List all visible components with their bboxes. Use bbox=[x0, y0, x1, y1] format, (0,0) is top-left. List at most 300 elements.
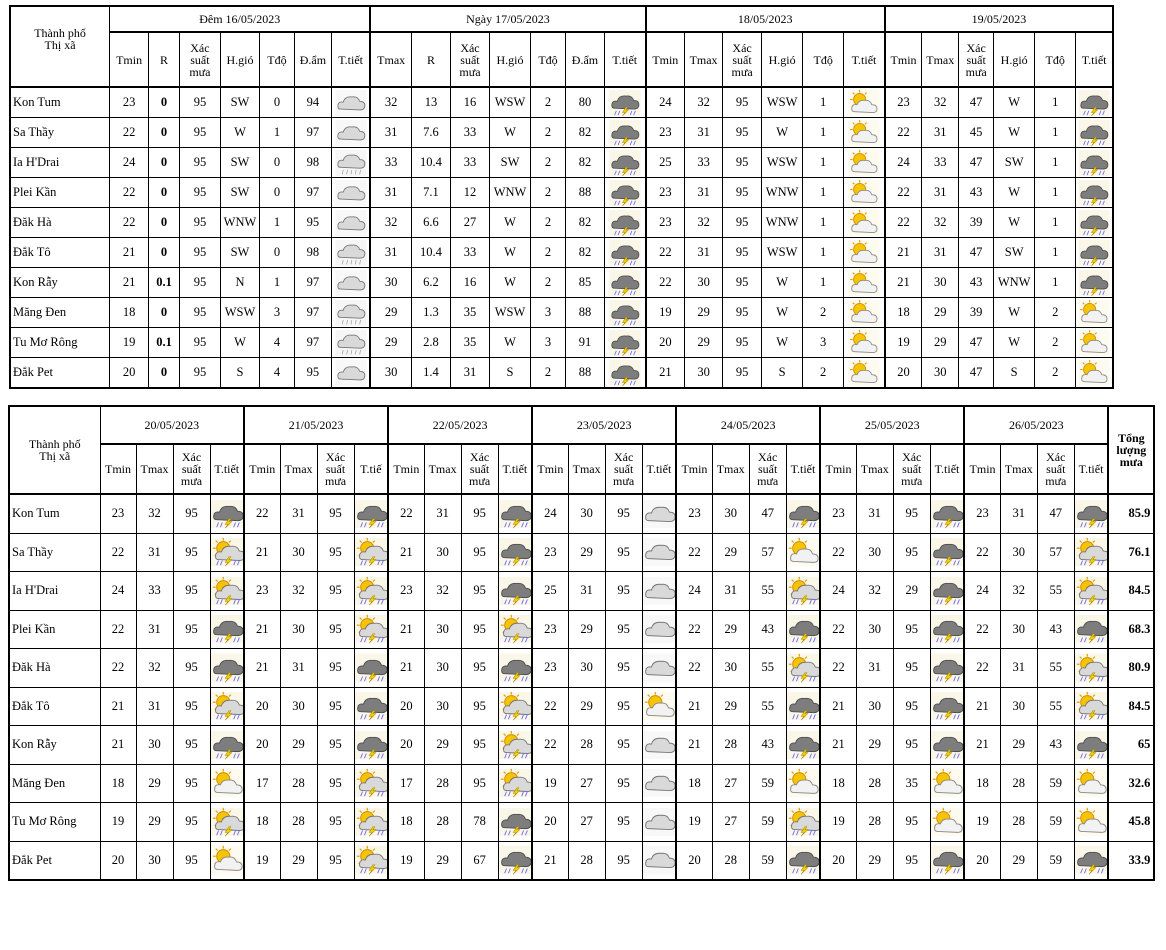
weather-cell bbox=[331, 208, 370, 238]
cell-value: 95 bbox=[179, 238, 220, 268]
city-name: Kon Rẫy bbox=[10, 268, 110, 298]
cell-value: 21 bbox=[244, 649, 280, 688]
cell-value: 1 bbox=[259, 118, 294, 148]
cell-value: 22 bbox=[100, 649, 136, 688]
cell-value: 95 bbox=[461, 764, 498, 803]
cell-value: 88 bbox=[565, 358, 604, 389]
column-header: Tmax bbox=[922, 32, 959, 87]
cell-value: 32 bbox=[370, 87, 411, 118]
cloudy-icon bbox=[334, 360, 368, 386]
cell-value: 1 bbox=[1035, 87, 1076, 118]
storm-icon bbox=[608, 360, 642, 386]
cell-value: 88 bbox=[565, 298, 604, 328]
cell-value: SW bbox=[994, 148, 1035, 178]
weather-cell bbox=[604, 358, 645, 389]
cell-value: 2 bbox=[531, 118, 566, 148]
cell-value: 29 bbox=[712, 533, 749, 572]
partly-cloudy-icon bbox=[1075, 766, 1109, 800]
cell-value: 30 bbox=[1000, 687, 1037, 726]
partly-cloudy-icon bbox=[847, 90, 881, 116]
cell-value: 32 bbox=[685, 208, 723, 238]
cell-value: 91 bbox=[565, 328, 604, 358]
cell-value: 28 bbox=[280, 803, 317, 842]
cell-value: 1 bbox=[803, 208, 844, 238]
cell-value: 95 bbox=[893, 726, 930, 765]
cell-value: 28 bbox=[280, 764, 317, 803]
cell-value: 23 bbox=[820, 494, 856, 533]
cell-value: 21 bbox=[964, 687, 1000, 726]
cell-value: 95 bbox=[179, 118, 220, 148]
cell-value: 32 bbox=[922, 87, 959, 118]
cell-value: 45 bbox=[959, 118, 994, 148]
cell-value: 39 bbox=[959, 208, 994, 238]
cloudy-icon bbox=[643, 574, 677, 608]
cell-value: 31 bbox=[370, 238, 411, 268]
weather-cell bbox=[786, 687, 820, 726]
weather-cell bbox=[1074, 610, 1108, 649]
weather-cell bbox=[331, 148, 370, 178]
column-header: Tđộ bbox=[803, 32, 844, 87]
cell-value: 20 bbox=[244, 726, 280, 765]
cell-value: 2 bbox=[531, 208, 566, 238]
cell-value: 21 bbox=[820, 726, 856, 765]
cell-value: W bbox=[489, 238, 530, 268]
weather-cell bbox=[1074, 687, 1108, 726]
cell-value: 1 bbox=[803, 87, 844, 118]
cell-value: 19 bbox=[885, 328, 922, 358]
column-header: H.gió bbox=[762, 32, 803, 87]
cell-value: 95 bbox=[461, 687, 498, 726]
cell-value: 31 bbox=[370, 178, 411, 208]
cell-value: 82 bbox=[565, 238, 604, 268]
partly-cloudy-icon bbox=[211, 843, 245, 877]
cell-value: 31 bbox=[922, 118, 959, 148]
cell-value: 23 bbox=[532, 649, 568, 688]
storm-icon bbox=[355, 728, 389, 762]
total-rain-value: 76.1 bbox=[1108, 533, 1154, 572]
column-header: Tmin bbox=[110, 32, 149, 87]
column-header: Đ.ẩm bbox=[565, 32, 604, 87]
cell-value: 2 bbox=[803, 298, 844, 328]
weather-cell bbox=[1076, 178, 1113, 208]
weather-cell bbox=[354, 494, 388, 533]
cell-value: 31 bbox=[136, 533, 173, 572]
cell-value: 29 bbox=[922, 328, 959, 358]
cell-value: 24 bbox=[820, 572, 856, 611]
partly-cloudy-icon bbox=[847, 180, 881, 206]
cloudy-icon bbox=[334, 270, 368, 296]
cell-value: 21 bbox=[885, 268, 922, 298]
weather-cell bbox=[1076, 208, 1113, 238]
weather-cell bbox=[844, 238, 885, 268]
cloudy-icon bbox=[643, 805, 677, 839]
cell-value: 21 bbox=[964, 726, 1000, 765]
cell-value: 23 bbox=[964, 494, 1000, 533]
cell-value: 43 bbox=[1037, 726, 1074, 765]
cell-value: 30 bbox=[1000, 610, 1037, 649]
partly-cloudy-storm-icon bbox=[1075, 689, 1109, 723]
weather-cell bbox=[930, 533, 964, 572]
partly-cloudy-icon bbox=[787, 535, 821, 569]
cell-value: 6.6 bbox=[411, 208, 450, 238]
cell-value: 31 bbox=[712, 572, 749, 611]
cell-value: 3 bbox=[803, 328, 844, 358]
weather-cell bbox=[604, 328, 645, 358]
cell-value: 28 bbox=[1000, 764, 1037, 803]
cell-value: 3 bbox=[259, 298, 294, 328]
partly-cloudy-storm-icon bbox=[355, 612, 389, 646]
table-row bbox=[9, 726, 1154, 765]
weather-cell bbox=[1076, 298, 1113, 328]
cell-value: 95 bbox=[317, 687, 354, 726]
column-header: H.gió bbox=[489, 32, 530, 87]
cell-value: 7.6 bbox=[411, 118, 450, 148]
cell-value: WSW bbox=[489, 298, 530, 328]
storm-icon bbox=[355, 651, 389, 685]
cell-value: 43 bbox=[959, 268, 994, 298]
cell-value: 95 bbox=[317, 726, 354, 765]
column-header: Tmax bbox=[136, 444, 173, 494]
cell-value: WNW bbox=[220, 208, 259, 238]
weather-cell bbox=[604, 268, 645, 298]
cell-value: 43 bbox=[959, 178, 994, 208]
weather-cell bbox=[1074, 572, 1108, 611]
cell-value: 17 bbox=[388, 764, 424, 803]
cell-value: 95 bbox=[461, 572, 498, 611]
weather-cell bbox=[844, 268, 885, 298]
storm-icon bbox=[931, 689, 965, 723]
weather-cell bbox=[210, 649, 244, 688]
cell-value: 95 bbox=[893, 803, 930, 842]
cell-value: 31 bbox=[856, 649, 893, 688]
weather-cell bbox=[210, 533, 244, 572]
cell-value: 97 bbox=[294, 298, 331, 328]
cell-value: 28 bbox=[712, 726, 749, 765]
cell-value: 22 bbox=[964, 533, 1000, 572]
column-header: Tđộ bbox=[1035, 32, 1076, 87]
cell-value: 29 bbox=[280, 841, 317, 880]
cell-value: 28 bbox=[568, 726, 605, 765]
column-header: Xác suất mưa bbox=[450, 32, 489, 87]
weather-cell bbox=[210, 494, 244, 533]
city-name: Kon Tum bbox=[10, 87, 110, 118]
partly-cloudy-storm-icon bbox=[355, 574, 389, 608]
cell-value: 95 bbox=[723, 87, 762, 118]
column-header: Tmin bbox=[388, 444, 424, 494]
cell-value: 59 bbox=[749, 841, 786, 880]
weather-cell bbox=[498, 494, 532, 533]
cell-value: 2 bbox=[1035, 298, 1076, 328]
city-name: Đăk Hà bbox=[10, 208, 110, 238]
cell-value: 98 bbox=[294, 148, 331, 178]
cell-value: 2 bbox=[1035, 358, 1076, 389]
partly-cloudy-icon bbox=[847, 300, 881, 326]
weather-cell bbox=[642, 726, 676, 765]
group-header: 26/05/2023 bbox=[964, 406, 1108, 444]
weather-cell bbox=[844, 328, 885, 358]
weather-cell bbox=[844, 208, 885, 238]
cell-value: 29 bbox=[1000, 726, 1037, 765]
cell-value: 95 bbox=[723, 298, 762, 328]
cell-value: 18 bbox=[885, 298, 922, 328]
cell-value: 19 bbox=[100, 803, 136, 842]
cell-value: N bbox=[220, 268, 259, 298]
cell-value: 22 bbox=[885, 118, 922, 148]
cell-value: 1 bbox=[1035, 208, 1076, 238]
partly-cloudy-storm-icon bbox=[1075, 535, 1109, 569]
storm-icon bbox=[787, 612, 821, 646]
weather-cell bbox=[930, 764, 964, 803]
storm-icon bbox=[787, 843, 821, 877]
weather-cell bbox=[642, 610, 676, 649]
column-header: Tmin bbox=[964, 444, 1000, 494]
weather-cell bbox=[498, 533, 532, 572]
cell-value: 22 bbox=[820, 533, 856, 572]
cell-value: 82 bbox=[565, 208, 604, 238]
weather-cell bbox=[786, 494, 820, 533]
partly-cloudy-icon bbox=[847, 150, 881, 176]
total-rain-value: 85.9 bbox=[1108, 494, 1154, 533]
column-header: Đ.ẩm bbox=[294, 32, 331, 87]
total-rain-value: 33.9 bbox=[1108, 841, 1154, 880]
cell-value: 29 bbox=[856, 726, 893, 765]
partly-cloudy-icon bbox=[847, 210, 881, 236]
partly-cloudy-storm-icon bbox=[355, 805, 389, 839]
weather-cell bbox=[930, 572, 964, 611]
cell-value: 29 bbox=[712, 610, 749, 649]
cell-value: 32 bbox=[685, 87, 723, 118]
storm-icon bbox=[931, 651, 965, 685]
storm-icon bbox=[1077, 120, 1111, 146]
cell-value: 22 bbox=[885, 208, 922, 238]
column-header: Tmax bbox=[424, 444, 461, 494]
column-header: T.tiết bbox=[210, 444, 244, 494]
cell-value: W bbox=[994, 208, 1035, 238]
cell-value: 30 bbox=[424, 610, 461, 649]
cell-value: 31 bbox=[856, 494, 893, 533]
column-header: T.tiết bbox=[786, 444, 820, 494]
cell-value: 47 bbox=[959, 238, 994, 268]
column-header: Xác suất mưa bbox=[179, 32, 220, 87]
partly-cloudy-storm-icon bbox=[355, 535, 389, 569]
partly-cloudy-icon bbox=[787, 766, 821, 800]
city-name: Đắk Pet bbox=[9, 841, 100, 880]
cell-value: 33 bbox=[450, 238, 489, 268]
cell-value: 95 bbox=[179, 148, 220, 178]
partly-cloudy-icon bbox=[847, 360, 881, 386]
table-row bbox=[10, 268, 1113, 298]
cell-value: 22 bbox=[100, 610, 136, 649]
cell-value: 31 bbox=[685, 178, 723, 208]
partly-cloudy-icon bbox=[1075, 805, 1109, 839]
weather-cell bbox=[930, 726, 964, 765]
cell-value: 24 bbox=[885, 148, 922, 178]
cell-value: 30 bbox=[568, 649, 605, 688]
cell-value: 23 bbox=[532, 533, 568, 572]
cell-value: 0 bbox=[259, 238, 294, 268]
cell-value: 33 bbox=[450, 148, 489, 178]
city-name: Ia H'Drai bbox=[9, 572, 100, 611]
cell-value: 21 bbox=[532, 841, 568, 880]
table-row bbox=[9, 687, 1154, 726]
cell-value: 1 bbox=[803, 238, 844, 268]
cell-value: 95 bbox=[179, 87, 220, 118]
cell-value: 23 bbox=[110, 87, 149, 118]
cloudy-icon bbox=[334, 210, 368, 236]
table-row bbox=[9, 610, 1154, 649]
cell-value: 3 bbox=[531, 298, 566, 328]
cell-value: 39 bbox=[959, 298, 994, 328]
cell-value: 31 bbox=[922, 178, 959, 208]
weather-cell bbox=[331, 358, 370, 389]
storm-icon bbox=[1077, 180, 1111, 206]
table-row bbox=[10, 358, 1113, 389]
total-rain-value: 84.5 bbox=[1108, 572, 1154, 611]
cell-value: 55 bbox=[749, 649, 786, 688]
cell-value: 98 bbox=[294, 238, 331, 268]
storm-icon bbox=[931, 574, 965, 608]
cell-value: 22 bbox=[676, 610, 712, 649]
cell-value: 31 bbox=[370, 118, 411, 148]
weather-cell bbox=[786, 841, 820, 880]
cell-value: 1 bbox=[259, 208, 294, 238]
partly-cloudy-icon bbox=[211, 766, 245, 800]
cell-value: 31 bbox=[922, 238, 959, 268]
storm-icon bbox=[931, 497, 965, 531]
cell-value: 0 bbox=[259, 178, 294, 208]
cell-value: 12 bbox=[450, 178, 489, 208]
weather-cell bbox=[331, 118, 370, 148]
cell-value: 95 bbox=[179, 178, 220, 208]
cell-value: 21 bbox=[885, 238, 922, 268]
cell-value: 59 bbox=[1037, 764, 1074, 803]
cell-value: 29 bbox=[685, 298, 723, 328]
cell-value: 95 bbox=[317, 533, 354, 572]
cell-value: 18 bbox=[100, 764, 136, 803]
cell-value: 18 bbox=[244, 803, 280, 842]
cell-value: 18 bbox=[964, 764, 1000, 803]
cell-value: 29 bbox=[424, 841, 461, 880]
cell-value: 95 bbox=[173, 610, 210, 649]
cell-value: 32 bbox=[136, 649, 173, 688]
cell-value: 23 bbox=[646, 178, 685, 208]
cell-value: 59 bbox=[749, 803, 786, 842]
cell-value: 19 bbox=[244, 841, 280, 880]
cell-value: 30 bbox=[712, 494, 749, 533]
cell-value: 22 bbox=[820, 610, 856, 649]
cell-value: 2 bbox=[531, 268, 566, 298]
weather-cell bbox=[354, 687, 388, 726]
weather-cell bbox=[844, 87, 885, 118]
cell-value: 1 bbox=[1035, 268, 1076, 298]
column-header: T.tiết bbox=[930, 444, 964, 494]
weather-cell bbox=[1074, 494, 1108, 533]
weather-cell bbox=[331, 238, 370, 268]
weather-cell bbox=[930, 841, 964, 880]
cell-value: 57 bbox=[1037, 533, 1074, 572]
cell-value: SW bbox=[220, 238, 259, 268]
weather-cell bbox=[354, 572, 388, 611]
cell-value: 29 bbox=[712, 687, 749, 726]
partly-cloudy-storm-icon bbox=[211, 689, 245, 723]
cell-value: 30 bbox=[136, 726, 173, 765]
weather-cell bbox=[604, 298, 645, 328]
cell-value: 30 bbox=[922, 358, 959, 389]
cell-value: 67 bbox=[461, 841, 498, 880]
cell-value: 82 bbox=[565, 118, 604, 148]
weather-cell bbox=[210, 610, 244, 649]
cell-value: 33 bbox=[450, 118, 489, 148]
cell-value: 19 bbox=[110, 328, 149, 358]
cell-value: 95 bbox=[461, 494, 498, 533]
cell-value: 29 bbox=[136, 803, 173, 842]
cell-value: 32 bbox=[424, 572, 461, 611]
weather-cell bbox=[786, 533, 820, 572]
cell-value: 43 bbox=[749, 726, 786, 765]
cell-value: 30 bbox=[370, 268, 411, 298]
weather-cell bbox=[498, 572, 532, 611]
cell-value: 0.1 bbox=[149, 328, 180, 358]
cell-value: 29 bbox=[568, 687, 605, 726]
cell-value: 0 bbox=[259, 87, 294, 118]
cell-value: 23 bbox=[676, 494, 712, 533]
cell-value: 95 bbox=[723, 238, 762, 268]
cell-value: 27 bbox=[712, 764, 749, 803]
cell-value: 95 bbox=[893, 494, 930, 533]
cell-value: 88 bbox=[565, 178, 604, 208]
weather-cell bbox=[1074, 533, 1108, 572]
partly-cloudy-icon bbox=[643, 689, 677, 723]
cell-value: 0 bbox=[149, 358, 180, 389]
cell-value: 95 bbox=[605, 533, 642, 572]
group-header: 22/05/2023 bbox=[388, 406, 532, 444]
cell-value: WSW bbox=[220, 298, 259, 328]
cloudy-icon bbox=[643, 651, 677, 685]
cell-value: 32 bbox=[856, 572, 893, 611]
column-header: Xác suất mưa bbox=[893, 444, 930, 494]
weather-cell bbox=[354, 841, 388, 880]
cloudy-icon bbox=[643, 535, 677, 569]
column-header: Xác suất mưa bbox=[959, 32, 994, 87]
cell-value: 33 bbox=[136, 572, 173, 611]
cloudy-icon bbox=[334, 120, 368, 146]
cell-value: 95 bbox=[723, 118, 762, 148]
weather-cell bbox=[604, 148, 645, 178]
weather-cell bbox=[210, 687, 244, 726]
header-city: Thành phố Thị xã bbox=[10, 6, 110, 87]
city-name: Măng Đen bbox=[9, 764, 100, 803]
table-row bbox=[9, 533, 1154, 572]
table-row bbox=[9, 803, 1154, 842]
cell-value: WNW bbox=[994, 268, 1035, 298]
weather-cell bbox=[331, 268, 370, 298]
cell-value: 29 bbox=[568, 610, 605, 649]
cell-value: 18 bbox=[820, 764, 856, 803]
cell-value: 32 bbox=[1000, 572, 1037, 611]
column-header: Tmin bbox=[676, 444, 712, 494]
cell-value: 20 bbox=[964, 841, 1000, 880]
weather-cell bbox=[786, 649, 820, 688]
cell-value: 29 bbox=[685, 328, 723, 358]
cell-value: 29 bbox=[893, 572, 930, 611]
group-header: Đêm 16/05/2023 bbox=[110, 6, 371, 32]
city-name: Ia H'Drai bbox=[10, 148, 110, 178]
weather-cell bbox=[1076, 238, 1113, 268]
cell-value: 95 bbox=[317, 764, 354, 803]
cell-value: 19 bbox=[820, 803, 856, 842]
weather-cell bbox=[498, 726, 532, 765]
cell-value: 21 bbox=[388, 533, 424, 572]
